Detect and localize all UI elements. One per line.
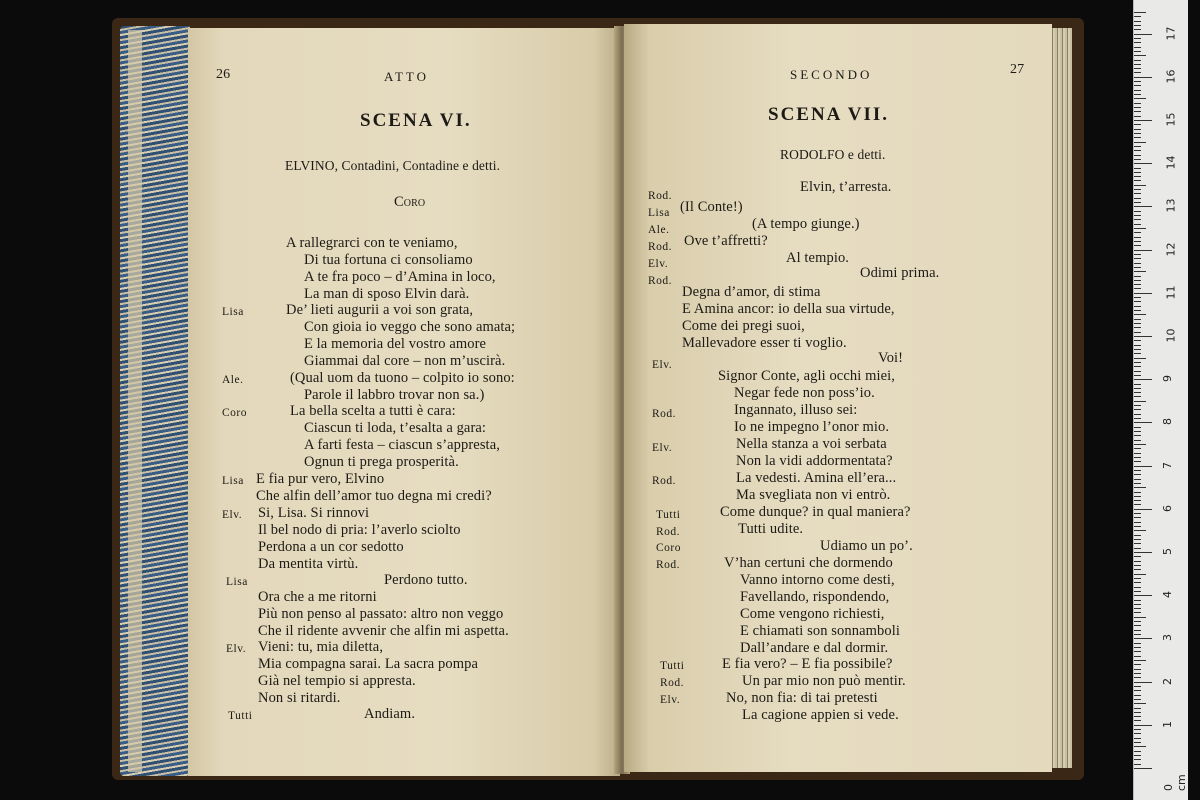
ruler-tick xyxy=(1134,384,1141,385)
ruler-number: 7 xyxy=(1161,461,1174,469)
ruler-tick xyxy=(1134,492,1141,493)
verse-line: E chiamati son sonnamboli xyxy=(740,623,900,639)
ruler-number: 6 xyxy=(1161,504,1174,512)
speaker-label: Ale. xyxy=(648,224,670,236)
ruler-tick xyxy=(1134,543,1141,544)
verse-line: Vanno intorno come desti, xyxy=(740,572,895,588)
ruler-tick xyxy=(1134,522,1141,523)
ruler-tick xyxy=(1134,202,1141,203)
ruler-tick xyxy=(1134,742,1141,743)
verse-line: Ognun ti prega prosperità. xyxy=(304,454,459,470)
verse-line: Non si ritardi. xyxy=(258,690,341,706)
ruler-tick xyxy=(1134,358,1146,359)
speaker-label: Tutti xyxy=(228,710,253,722)
ruler-tick xyxy=(1134,435,1141,436)
speaker-label: Elv. xyxy=(652,442,673,454)
verse-line: Di tua fortuna ci consoliamo xyxy=(304,252,473,268)
ruler-tick xyxy=(1134,608,1141,609)
ruler-tick xyxy=(1134,474,1141,475)
ruler-tick xyxy=(1134,155,1141,156)
ruler-tick xyxy=(1134,548,1141,549)
speaker-label: Rod. xyxy=(648,241,673,253)
ruler-number: 3 xyxy=(1161,634,1174,642)
ruler-tick xyxy=(1134,193,1141,194)
ruler-tick xyxy=(1134,690,1141,691)
ruler-tick xyxy=(1134,621,1141,622)
ruler-tick xyxy=(1134,453,1141,454)
verse-line: La man di sposo Elvin darà. xyxy=(304,286,470,302)
verse-line: Io ne impegno l’onor mio. xyxy=(734,419,890,435)
verse-line: Già nel tempio si appresta. xyxy=(258,673,416,689)
ruler-tick xyxy=(1134,375,1141,376)
ruler-tick xyxy=(1134,751,1141,752)
verse-line: De’ lieti augurii a voi son grata, xyxy=(286,302,474,318)
ruler-tick xyxy=(1134,168,1141,169)
ruler-tick xyxy=(1134,500,1141,501)
verse-line: Andiam. xyxy=(364,706,416,722)
verse-line: Che alfin dell’amor tuo degna mi credi? xyxy=(256,488,492,504)
verse-line: E la memoria del vostro amore xyxy=(304,336,487,352)
verse-line: Voi! xyxy=(878,350,904,366)
ruler-tick xyxy=(1134,509,1152,510)
ruler-tick xyxy=(1134,12,1146,13)
ruler-tick xyxy=(1134,34,1152,35)
ruler-tick xyxy=(1134,625,1141,626)
ruler-tick xyxy=(1134,245,1141,246)
ruler-tick xyxy=(1134,280,1141,281)
ruler-tick xyxy=(1134,530,1146,531)
ruler-tick xyxy=(1134,755,1141,756)
ruler-tick xyxy=(1134,582,1141,583)
speaker-label: Rod. xyxy=(648,190,673,202)
speaker-label: Elv. xyxy=(226,643,247,655)
ruler-tick xyxy=(1134,405,1141,406)
ruler-tick xyxy=(1134,94,1141,95)
ruler-tick xyxy=(1134,595,1152,596)
ruler-tick xyxy=(1134,669,1141,670)
ruler-number: 12 xyxy=(1164,242,1178,257)
ruler-tick xyxy=(1134,345,1141,346)
ruler-tick xyxy=(1134,656,1141,657)
ruler-tick xyxy=(1134,301,1141,302)
ruler-tick xyxy=(1134,219,1141,220)
ruler-tick xyxy=(1134,444,1146,445)
ruler-tick xyxy=(1134,487,1146,488)
ruler-tick xyxy=(1134,336,1152,337)
ruler-tick xyxy=(1134,21,1141,22)
speaker-label: Rod. xyxy=(648,275,673,287)
ruler-tick xyxy=(1134,729,1141,730)
ruler-tick xyxy=(1134,133,1141,134)
verse-line: Perdono tutto. xyxy=(384,572,468,588)
ruler-tick xyxy=(1134,612,1141,613)
ruler-tick xyxy=(1134,483,1141,484)
ruler-tick xyxy=(1134,146,1141,147)
ruler-tick xyxy=(1134,38,1141,39)
ruler-tick xyxy=(1134,42,1141,43)
ruler-tick xyxy=(1134,362,1141,363)
ruler-tick xyxy=(1134,366,1141,367)
verse-line: Odimi prima. xyxy=(860,265,940,281)
ruler-tick xyxy=(1134,271,1146,272)
speaker-label: Elv. xyxy=(660,694,681,706)
ruler-tick xyxy=(1134,578,1141,579)
speaker-label: Rod. xyxy=(660,677,685,689)
verse-line: Negar fede non poss’io. xyxy=(734,385,875,401)
ruler-tick xyxy=(1134,440,1141,441)
verse-line: Più non penso al passato: altro non veggo xyxy=(258,606,504,622)
ruler-tick xyxy=(1134,535,1141,536)
verse-line: Udiamo un po’. xyxy=(820,538,913,554)
ruler-tick xyxy=(1134,353,1141,354)
ruler-tick xyxy=(1134,479,1141,480)
verse-line: La cagione appien si vede. xyxy=(742,707,899,723)
ruler-tick xyxy=(1134,643,1141,644)
running-header-right: SECONDO xyxy=(790,67,873,82)
ruler-tick xyxy=(1134,587,1141,588)
verse-line: Ove t’affretti? xyxy=(684,233,768,249)
verse-line: Mia compagna sarai. La sacra pompa xyxy=(258,656,479,672)
ruler-tick xyxy=(1134,716,1141,717)
ruler-tick xyxy=(1134,418,1141,419)
ruler-tick xyxy=(1134,29,1141,30)
ruler-tick xyxy=(1134,392,1141,393)
verse-line: Vieni: tu, mia diletta, xyxy=(258,639,384,655)
ruler-tick xyxy=(1134,371,1141,372)
ruler-tick xyxy=(1134,111,1141,112)
ruler-tick xyxy=(1134,241,1141,242)
verse-line: (A tempo giunge.) xyxy=(752,216,860,232)
ruler-tick xyxy=(1134,340,1141,341)
ruler-tick xyxy=(1134,25,1141,26)
ruler-tick xyxy=(1134,137,1141,138)
ruler-tick xyxy=(1134,682,1152,683)
ruler-tick xyxy=(1134,120,1152,121)
ruler-tick xyxy=(1134,215,1141,216)
ruler-tick xyxy=(1134,414,1141,415)
ruler-tick xyxy=(1134,185,1146,186)
verse-line: A te fra poco – d’Amina in loco, xyxy=(304,269,496,285)
ruler-tick xyxy=(1134,720,1141,721)
ruler-tick xyxy=(1134,276,1141,277)
ruler-number: 2 xyxy=(1161,677,1174,685)
ruler-tick xyxy=(1134,332,1141,333)
verse-line: Elvin, t’arresta. xyxy=(800,179,892,195)
ruler-tick xyxy=(1134,759,1141,760)
ruler-tick xyxy=(1134,103,1141,104)
characters-right: RODOLFO e detti. xyxy=(780,147,886,162)
ruler-tick xyxy=(1134,172,1141,173)
ruler-tick xyxy=(1134,561,1141,562)
page-number-right: 27 xyxy=(1010,62,1025,77)
ruler-tick xyxy=(1134,565,1141,566)
verse-line: Il bel nodo di pria: l’averlo sciolto xyxy=(258,522,461,538)
verse-line: A rallegrarci con te veniamo, xyxy=(286,235,458,251)
ruler-number: 17 xyxy=(1164,26,1178,41)
verse-line: Favellando, rispondendo, xyxy=(740,589,890,605)
verse-line: Non la vidi addormentata? xyxy=(736,453,893,469)
ruler-tick xyxy=(1134,647,1141,648)
ruler-tick xyxy=(1134,677,1141,678)
ruler-number: 5 xyxy=(1161,548,1174,555)
speaker-label: Lisa xyxy=(648,207,670,219)
ruler-number: 15 xyxy=(1164,112,1178,127)
ruler-tick xyxy=(1134,150,1141,151)
ruler-tick xyxy=(1134,517,1141,518)
ruler-tick xyxy=(1134,228,1146,229)
ruler-tick xyxy=(1134,72,1141,73)
verse-line: Ma svegliata non vi entrò. xyxy=(736,487,891,503)
ruler-tick xyxy=(1134,630,1141,631)
speaker-label: Coro xyxy=(656,542,681,554)
ruler-tick xyxy=(1134,267,1141,268)
ruler-tick xyxy=(1134,189,1141,190)
ruler-tick xyxy=(1134,574,1146,575)
ruler-tick xyxy=(1134,314,1146,315)
ruler-tick xyxy=(1134,746,1146,747)
page-edge-highlight xyxy=(128,30,142,772)
ruler-unit-label: 0 cm xyxy=(1162,774,1188,791)
ruler-tick xyxy=(1134,211,1141,212)
ruler-tick xyxy=(1134,263,1141,264)
ruler-number: 14 xyxy=(1164,155,1178,170)
ruler-tick xyxy=(1134,293,1152,294)
ruler-tick xyxy=(1134,496,1141,497)
ruler-tick xyxy=(1134,470,1141,471)
ruler-tick xyxy=(1134,409,1141,410)
ruler-tick xyxy=(1134,98,1146,99)
verse-line: Nella stanza a voi serbata xyxy=(736,436,887,452)
ruler-tick xyxy=(1134,695,1141,696)
ruler-tick xyxy=(1134,163,1152,164)
verse-line: Con gioia io veggo che sono amata; xyxy=(304,319,516,335)
verse-line: E Amina ancor: io della sua virtude, xyxy=(682,301,895,317)
ruler-tick xyxy=(1134,569,1141,570)
verse-line: (Qual uom da tuono – colpito io sono: xyxy=(290,370,515,386)
ruler-tick xyxy=(1134,310,1141,311)
ruler-tick xyxy=(1134,198,1141,199)
ruler-tick xyxy=(1134,526,1141,527)
ruler-tick xyxy=(1134,81,1141,82)
ruler-tick xyxy=(1134,176,1141,177)
ruler-tick xyxy=(1134,733,1141,734)
ruler-tick xyxy=(1134,699,1141,700)
verse-line: Ora che a me ritorni xyxy=(258,589,377,605)
verse-line: Tutti udite. xyxy=(738,521,804,537)
ruler-tick xyxy=(1134,634,1141,635)
verse-line: Dall’andare e dal dormir. xyxy=(740,640,889,656)
ruler-number: 8 xyxy=(1161,418,1174,426)
ruler-tick xyxy=(1134,51,1141,52)
ruler-tick xyxy=(1134,725,1152,726)
ruler-tick xyxy=(1134,466,1152,467)
ruler-tick xyxy=(1134,651,1141,652)
verse-line: Come vengono richiesti, xyxy=(740,606,885,622)
ruler-tick xyxy=(1134,64,1141,65)
ruler-tick xyxy=(1134,703,1146,704)
speaker-label: Lisa xyxy=(222,306,244,318)
scene-title-right: SCENA VII. xyxy=(768,104,890,125)
page-edges-right xyxy=(1050,28,1072,768)
ruler-tick xyxy=(1134,422,1152,423)
ruler-tick xyxy=(1134,206,1152,207)
speaker-label: Elv. xyxy=(648,258,669,270)
verse-line: Si, Lisa. Si rinnovi xyxy=(258,505,370,521)
ruler-tick xyxy=(1134,638,1152,639)
ruler-tick xyxy=(1134,129,1141,130)
page-number-left: 26 xyxy=(216,67,231,82)
ruler-tick xyxy=(1134,142,1146,143)
ruler-tick xyxy=(1134,768,1152,769)
ruler-tick xyxy=(1134,539,1141,540)
ruler-tick xyxy=(1134,124,1141,125)
ruler-tick xyxy=(1134,232,1141,233)
verse-line: E fia pur vero, Elvino xyxy=(256,471,385,487)
verse-line: Degna d’amor, di stima xyxy=(682,284,821,300)
ruler-tick xyxy=(1134,448,1141,449)
speaker-label: Tutti xyxy=(656,509,681,521)
ruler-tick xyxy=(1134,323,1141,324)
ruler-tick xyxy=(1134,297,1141,298)
verse-line: Ingannato, illuso sei: xyxy=(734,402,858,418)
scene-title-left: SCENA VI. xyxy=(360,110,472,131)
verse-line: Ciascun ti loda, t’esalta a gara: xyxy=(304,420,487,436)
ruler-tick xyxy=(1134,686,1141,687)
speaker-label: Ale. xyxy=(222,374,244,386)
ruler-tick xyxy=(1134,237,1141,238)
ruler-tick xyxy=(1134,712,1141,713)
verse-line: La vedesti. Amina ell’era... xyxy=(736,470,897,486)
verse-line: A farti festa – ciascun s’appresta, xyxy=(304,437,500,453)
ruler-tick xyxy=(1134,85,1141,86)
speaker-label: Rod. xyxy=(656,526,681,538)
left-page xyxy=(188,28,620,776)
ruler-tick xyxy=(1134,673,1141,674)
speaker-label: Elv. xyxy=(222,509,243,521)
ruler-tick xyxy=(1134,349,1141,350)
speaker-label: Coro xyxy=(222,407,247,419)
speaker-label: Lisa xyxy=(222,475,244,487)
ruler-tick xyxy=(1134,388,1141,389)
ruler-tick xyxy=(1134,556,1141,557)
ruler-tick xyxy=(1134,461,1141,462)
ruler-tick xyxy=(1134,288,1141,289)
ruler-number: 4 xyxy=(1161,591,1174,599)
ruler-number: 13 xyxy=(1164,198,1178,213)
verse-line: (Il Conte!) xyxy=(680,199,743,215)
verse-line: Signor Conte, agli occhi miei, xyxy=(718,368,895,384)
verse-line: No, non fia: di tai pretesti xyxy=(726,690,878,706)
ruler-tick xyxy=(1134,116,1141,117)
ruler-tick xyxy=(1134,738,1141,739)
verse-line: V’han certuni che dormendo xyxy=(724,555,893,571)
ruler-tick xyxy=(1134,513,1141,514)
ruler-tick xyxy=(1134,254,1141,255)
ruler-tick xyxy=(1134,180,1141,181)
ruler-tick xyxy=(1134,457,1141,458)
ruler-tick xyxy=(1134,401,1146,402)
verse-line: Giammai dal core – non m’uscirà. xyxy=(304,353,506,369)
speaker-label: Rod. xyxy=(652,408,677,420)
ruler-tick xyxy=(1134,68,1141,69)
ruler-tick xyxy=(1134,250,1152,251)
verse-line: Da mentita virtù. xyxy=(258,556,359,572)
measuring-ruler xyxy=(1133,0,1188,800)
ruler-number: 1 xyxy=(1161,720,1174,728)
ruler-tick xyxy=(1134,327,1141,328)
coro-heading: Coro xyxy=(394,194,426,210)
verse-line: Perdona a un cor sedotto xyxy=(258,539,404,555)
ruler-tick xyxy=(1134,306,1141,307)
ruler-number: 11 xyxy=(1164,285,1178,300)
ruler-tick xyxy=(1134,90,1141,91)
ruler-number: 9 xyxy=(1161,375,1174,383)
verse-line: La bella scelta a tutti è cara: xyxy=(290,403,456,419)
ruler-number: 16 xyxy=(1164,69,1178,84)
verse-line: Come dunque? in qual maniera? xyxy=(720,504,911,520)
ruler-tick xyxy=(1134,258,1141,259)
ruler-tick xyxy=(1134,55,1146,56)
verse-line: Al tempio. xyxy=(786,250,850,266)
ruler-tick xyxy=(1134,764,1141,765)
ruler-tick xyxy=(1134,591,1141,592)
ruler-tick xyxy=(1134,552,1152,553)
characters-left: ELVINO, Contadini, Contadine e detti. xyxy=(285,158,501,173)
verse-line: Mallevadore esser ti voglio. xyxy=(682,335,847,351)
ruler-tick xyxy=(1134,604,1141,605)
ruler-tick xyxy=(1134,427,1141,428)
speaker-label: Lisa xyxy=(226,576,248,588)
ruler-tick xyxy=(1134,617,1146,618)
speaker-label: Tutti xyxy=(660,660,685,672)
verse-line: Come dei pregi suoi, xyxy=(682,318,805,334)
running-header-left: ATTO xyxy=(384,69,429,84)
verse-line: Che il ridente avvenir che alfin mi aspetta. xyxy=(258,623,509,639)
ruler-tick xyxy=(1134,159,1141,160)
ruler-tick xyxy=(1134,284,1141,285)
right-page xyxy=(624,24,1052,772)
ruler-tick xyxy=(1134,60,1141,61)
ruler-tick xyxy=(1134,16,1141,17)
ruler-tick xyxy=(1134,431,1141,432)
verse-line: Un par mio non può mentir. xyxy=(742,673,906,689)
ruler-tick xyxy=(1134,660,1146,661)
verse-line: E fia vero? – E fia possibile? xyxy=(722,656,893,672)
ruler-tick xyxy=(1134,396,1141,397)
ruler-tick xyxy=(1134,319,1141,320)
ruler-tick xyxy=(1134,504,1141,505)
ruler-tick xyxy=(1134,379,1152,380)
ruler-tick xyxy=(1134,224,1141,225)
ruler-tick xyxy=(1134,664,1141,665)
speaker-label: Rod. xyxy=(656,559,681,571)
ruler-tick xyxy=(1134,47,1141,48)
ruler-tick xyxy=(1134,77,1152,78)
speaker-label: Elv. xyxy=(652,359,673,371)
verse-line: Parole il labbro trovar non sa.) xyxy=(304,387,485,403)
ruler-tick xyxy=(1134,107,1141,108)
speaker-label: Rod. xyxy=(652,475,677,487)
ruler-number: 10 xyxy=(1164,328,1178,343)
ruler-tick xyxy=(1134,600,1141,601)
ruler-tick xyxy=(1134,708,1141,709)
